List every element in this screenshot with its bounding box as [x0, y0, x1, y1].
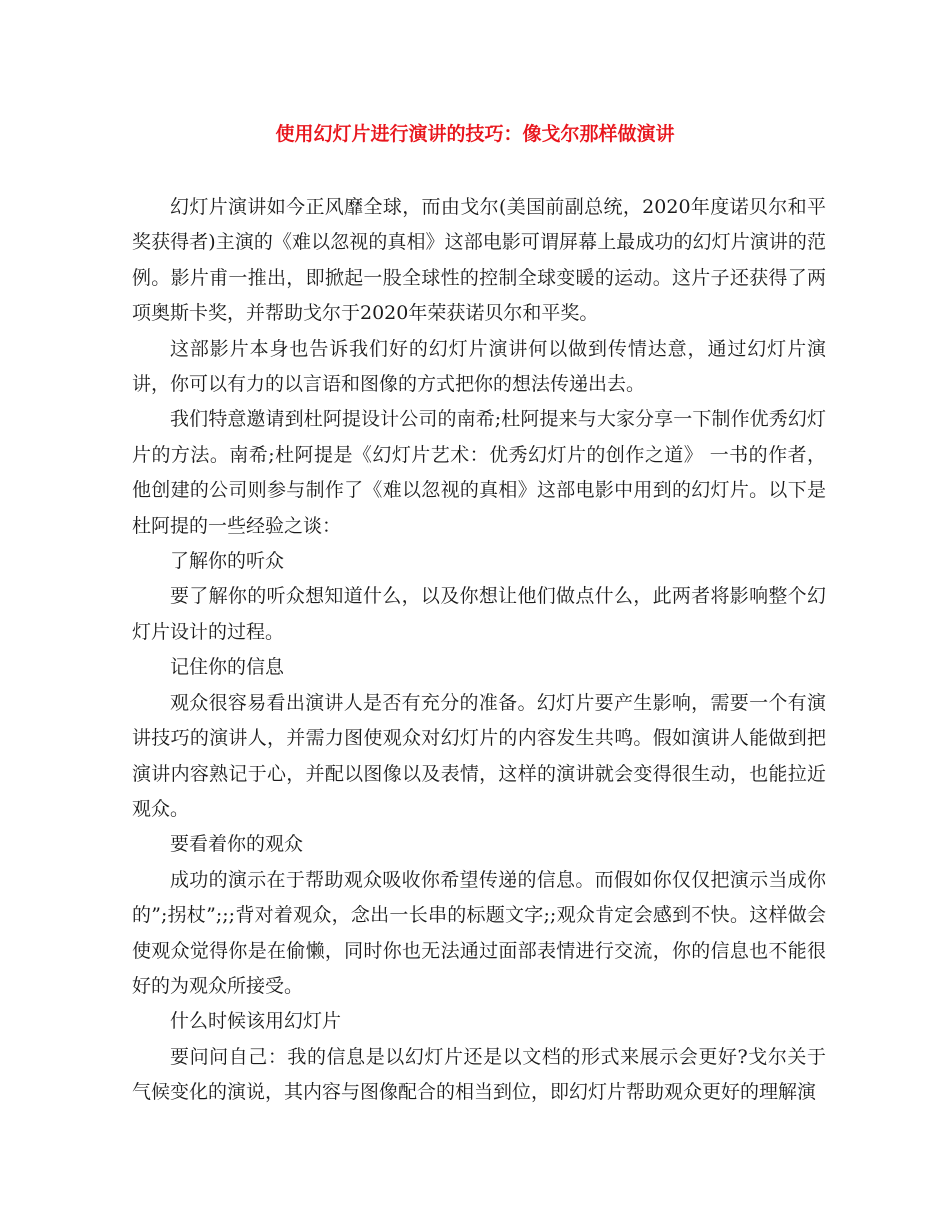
paragraph-film-message: 这部影片本身也告诉我们好的幻灯片演讲何以做到传情达意，通过幻灯片演讲，你可以有力的以言语和图像的方式把你的想法传递出去。 — [132, 337, 826, 396]
paragraph-invitation: 我们特意邀请到杜阿提设计公司的南希;杜阿提来与大家分享一下制作优秀幻灯片的方法。南希;杜阿提是《幻灯片艺术：优秀幻灯片的创作之道》 一书的作者，他创建的公司则参与制作了《难以忽视的真相》这部电影中用到的幻灯片。以下是杜阿提的一些经验之谈： — [132, 408, 826, 537]
paragraph-when-to-use: 要问问自己：我的信息是以幻灯片还是以文档的形式来展示会更好?戈尔关于气候变化的演说，其内容与图像配合的相当到位，即幻灯片帮助观众更好的理解演 — [132, 1045, 826, 1104]
section-heading-know-audience: 了解你的听众 — [170, 550, 285, 573]
paragraph-remember-message: 观众很容易看出演讲人是否有充分的准备。幻灯片要产生影响，需要一个有演讲技巧的演讲人，并需力图使观众对幻灯片的内容发生共鸣。假如演讲人能做到把演讲内容熟记于心，并配以图像以及表情，这样的演讲就会变得很生动，也能拉近观众。 — [132, 691, 826, 820]
section-heading-when-to-use: 什么时候该用幻灯片 — [170, 1010, 342, 1033]
section-heading-look-at-audience: 要看着你的观众 — [170, 833, 304, 856]
page-title: 使用幻灯片进行演讲的技巧：像戈尔那样做演讲 — [275, 123, 675, 145]
paragraph-intro: 幻灯片演讲如今正风靡全球，而由戈尔(美国前副总统，2020年度诺贝尔和平奖获得者)主演的《难以忽视的真相》这部电影可谓屏幕上最成功的幻灯片演讲的范例。影片甫一推出，即掀起一股全球性的控制全球变暖的运动。这片子还获得了两项奥斯卡奖，并帮助戈尔于2020年荣获诺贝尔和平奖。 — [132, 196, 826, 325]
paragraph-know-audience: 要了解你的听众想知道什么，以及你想让他们做点什么，此两者将影响整个幻灯片设计的过程。 — [132, 585, 826, 643]
document-body — [132, 190, 826, 1111]
paragraph-look-at-audience: 成功的演示在于帮助观众吸收你希望传递的信息。而假如你仅仅把演示当成你的”;拐杖”;;;背对着观众，念出一长串的标题文字;;观众肯定会感到不快。这样做会使观众觉得你是在偷懒，同时你也无法通过面部表情进行交流，你的信息也不能很好的为观众所接受。 — [132, 868, 826, 997]
section-heading-remember-message: 记住你的信息 — [170, 656, 285, 679]
